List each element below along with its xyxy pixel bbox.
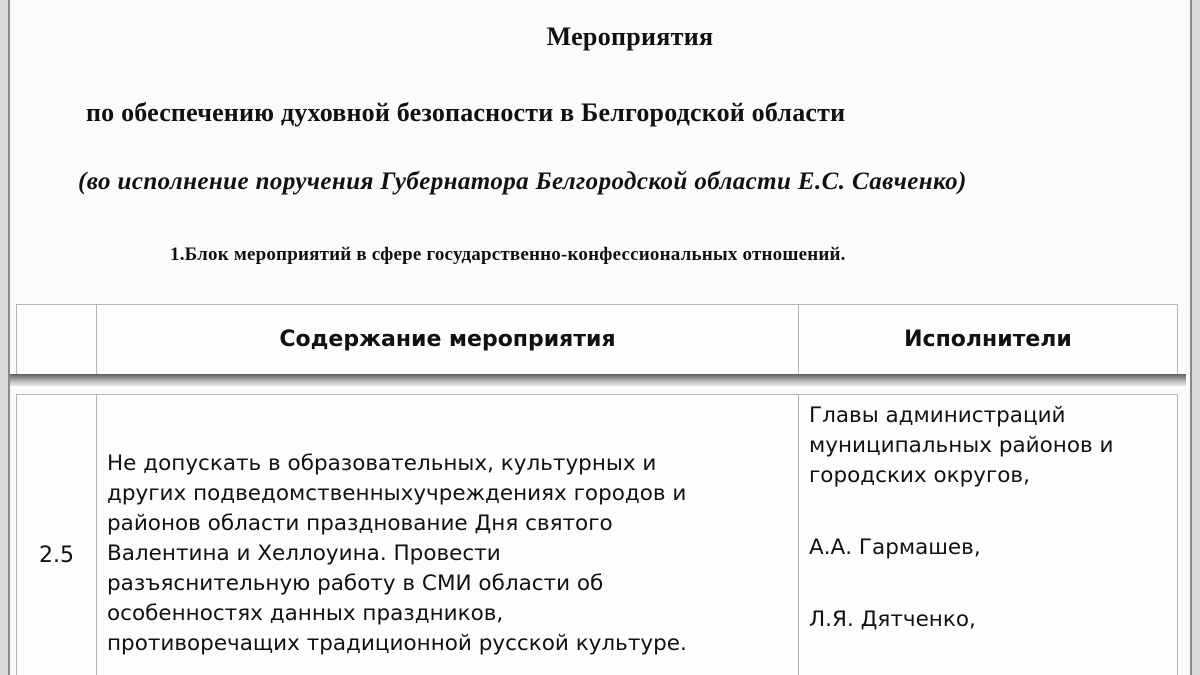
header-executors-cell bbox=[799, 305, 1177, 375]
executor-dyatchenko: Л.Я. Дятченко, bbox=[809, 607, 976, 632]
document-note: (во исполнение поручения Губернатора Белгородской области Е.С. Савченко) bbox=[78, 168, 967, 195]
header-shadow-divider bbox=[10, 374, 1186, 386]
document-subtitle: по обеспечению духовной безопасности в Белгородской области bbox=[86, 98, 846, 127]
row-executors-cell bbox=[799, 395, 1177, 675]
executor-garmashev: А.А. Гармашев, bbox=[809, 535, 981, 560]
header-content-cell bbox=[97, 305, 799, 375]
section-heading: 1.Блок мероприятий в сфере государственно-конфессиональных отношений. bbox=[170, 244, 846, 265]
row-content-cell bbox=[97, 395, 799, 675]
header-number-cell bbox=[17, 305, 97, 375]
header-executors-label: Исполнители bbox=[904, 327, 1072, 352]
table-row bbox=[16, 394, 1178, 675]
row-number-cell bbox=[17, 395, 97, 675]
row-content-text: Не допускать в образовательных, культурных и других подведомственныхучреждениях городов и районов области празднование Дня святого Валентина и Хеллоуина. Провести разъяснительную работу в СМИ области об особенностях данных праздников, противоречащих традиционной русской культуре. bbox=[107, 451, 687, 656]
document-page bbox=[8, 0, 1192, 675]
row-number: 2.5 bbox=[39, 543, 74, 568]
executor-heads: Главы администраций муниципальных районов и городских округов, bbox=[809, 403, 1114, 488]
table-header bbox=[16, 304, 1178, 376]
document-title: Мероприятия bbox=[546, 22, 714, 51]
header-content-label: Содержание мероприятия bbox=[279, 327, 616, 352]
